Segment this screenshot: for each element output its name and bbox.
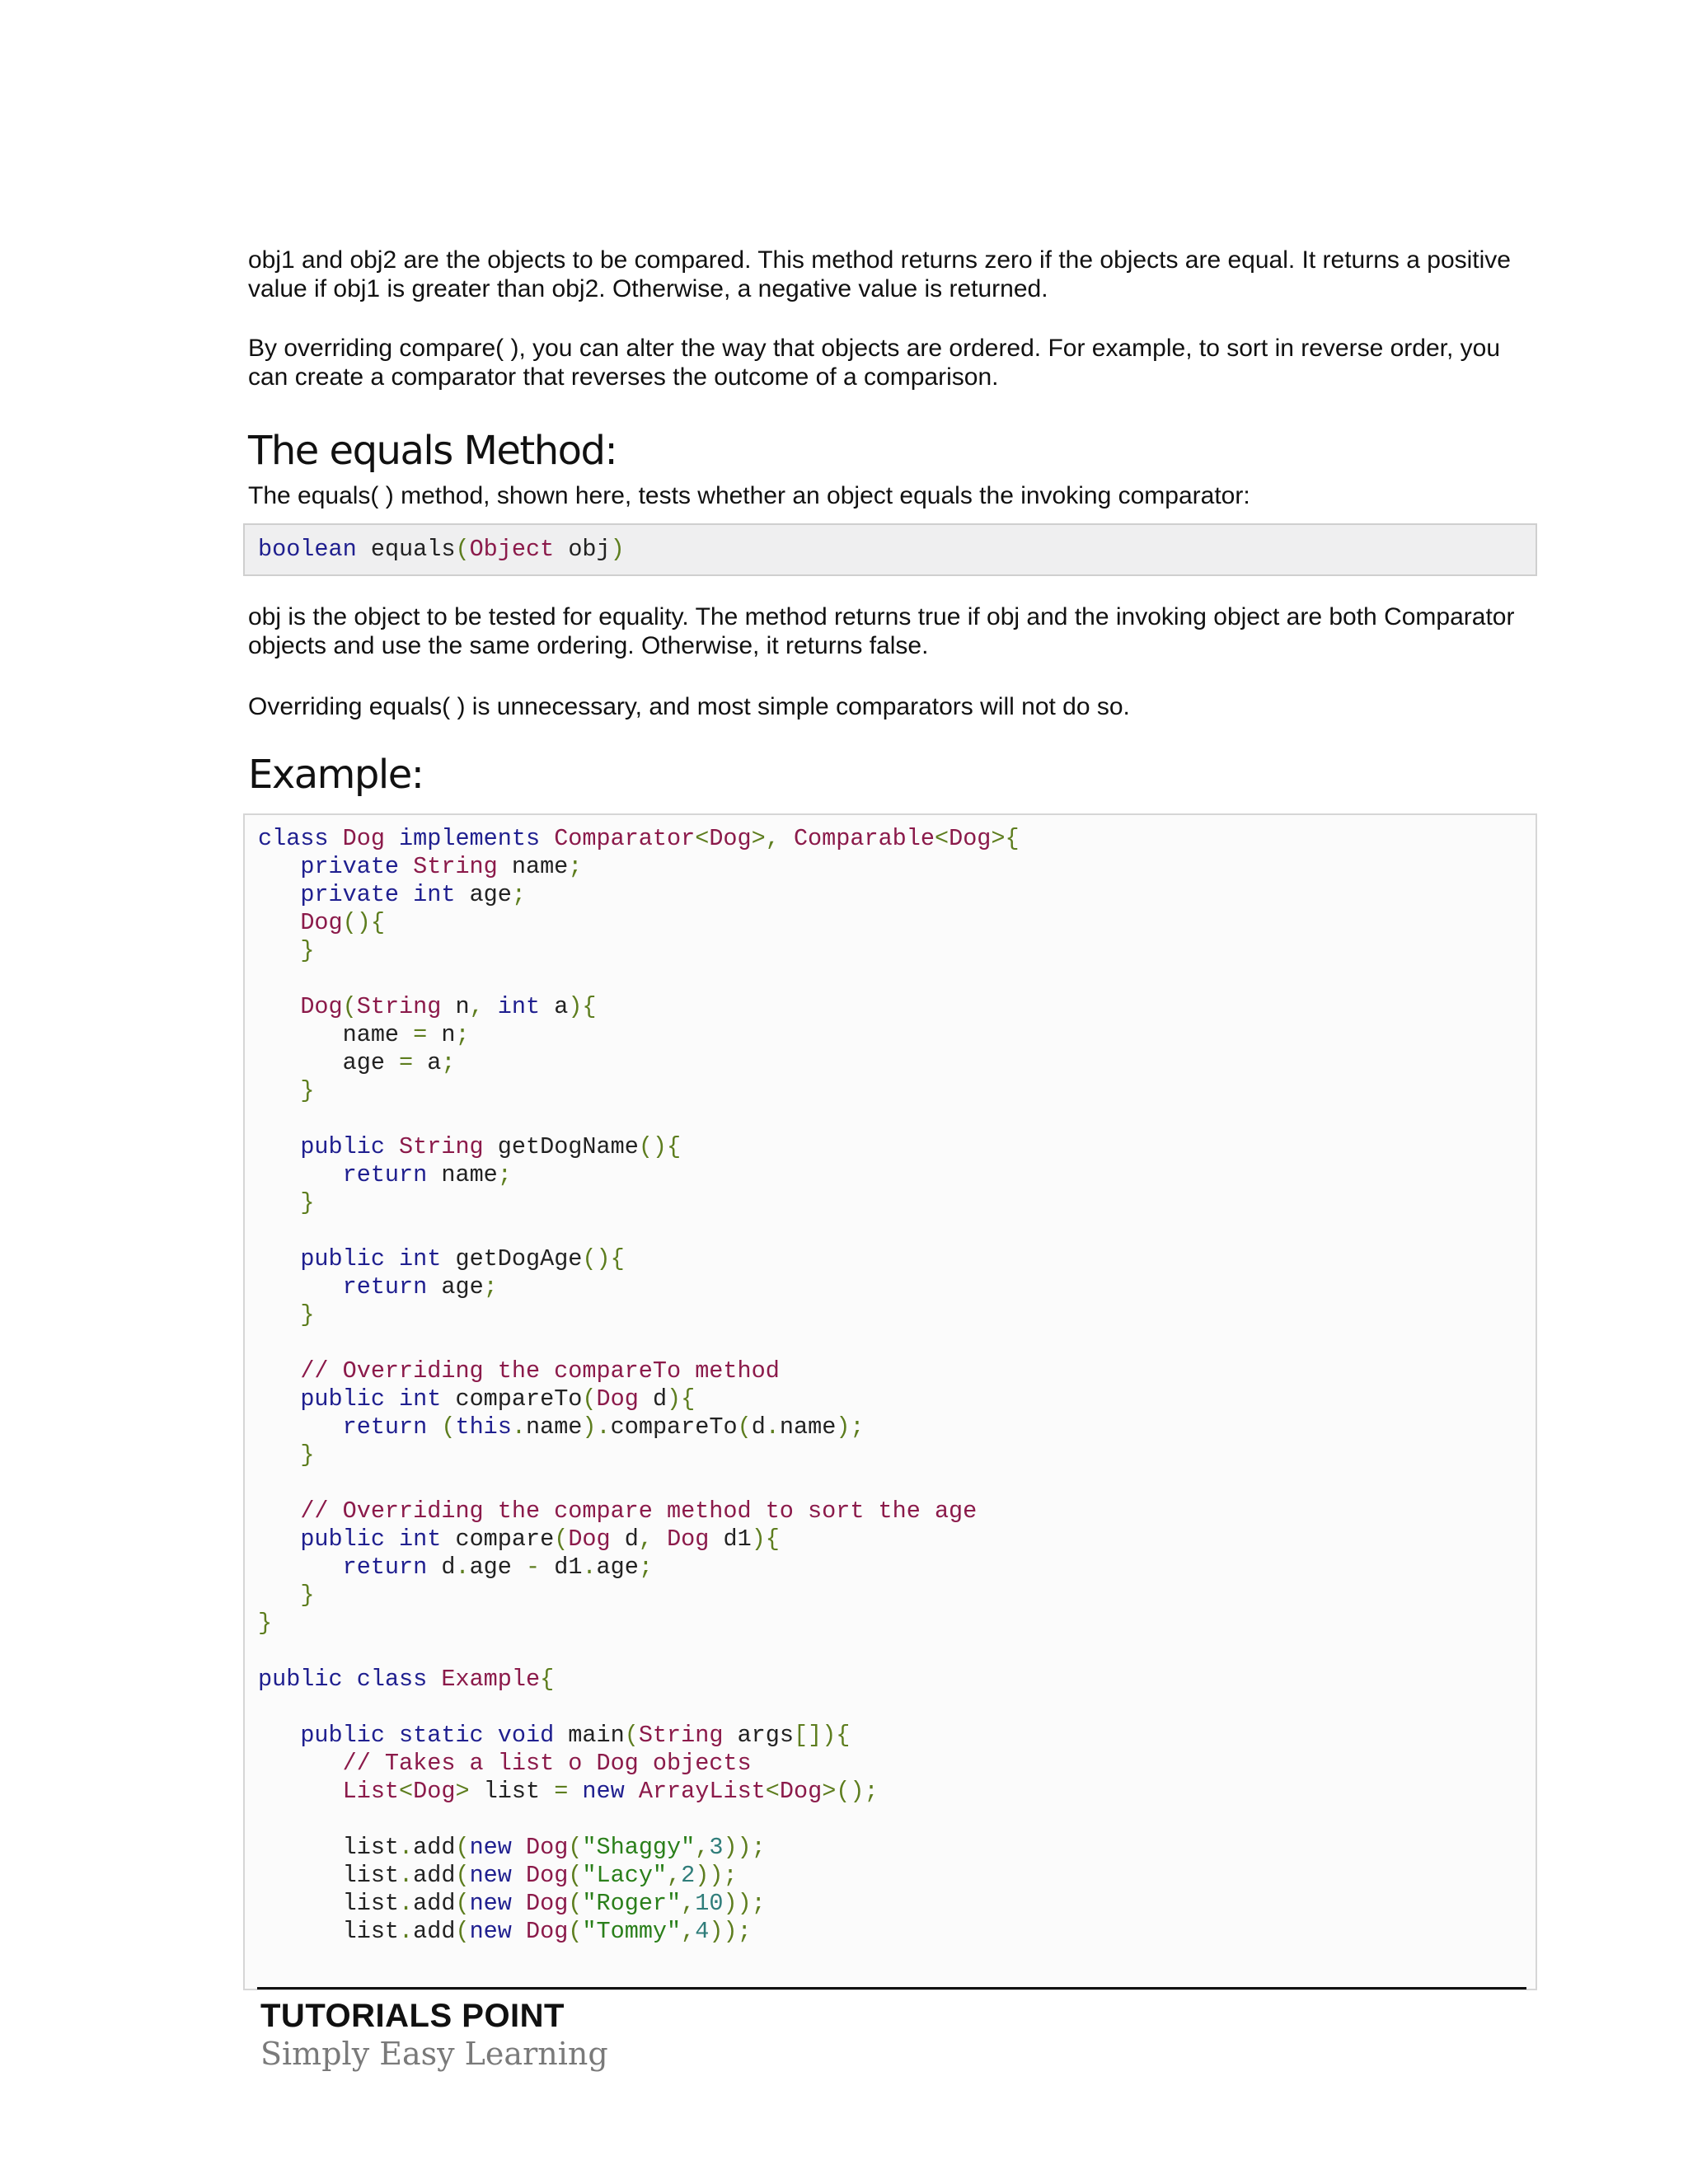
code-token: "Shaggy": [582, 1834, 696, 1861]
code-token: -: [526, 1554, 555, 1581]
code-token: =: [399, 1049, 428, 1076]
example-code: [258, 815, 1522, 1946]
code-token: (){: [342, 909, 385, 936]
code-line: [258, 1778, 1522, 1806]
code-token: {: [540, 1666, 555, 1693]
code-token: this: [455, 1413, 512, 1441]
code-token: implements: [399, 825, 555, 852]
code-line: [258, 1133, 1522, 1161]
code-token: int: [399, 1245, 456, 1272]
code-token: ;: [568, 853, 583, 880]
code-token: }: [258, 1610, 273, 1637]
code-token: [258, 1413, 343, 1441]
code-token: public: [300, 1133, 400, 1160]
code-token: // Overriding the compareTo method: [300, 1357, 780, 1385]
code-token: (: [582, 1385, 597, 1413]
code-token: <: [399, 1778, 414, 1805]
code-token: (: [568, 1862, 583, 1889]
code-token: int: [399, 1385, 456, 1413]
code-token: .: [399, 1834, 414, 1861]
code-token: d1: [723, 1526, 752, 1553]
code-token: compare: [455, 1526, 555, 1553]
code-token: n: [455, 993, 470, 1020]
code-token: new: [469, 1834, 526, 1861]
code-token: age: [596, 1554, 639, 1581]
code-token: }: [300, 1301, 315, 1329]
code-token: (: [455, 1890, 470, 1917]
code-token: list: [258, 1862, 400, 1889]
code-token: getDogAge: [455, 1245, 583, 1272]
code-param-obj: obj: [568, 536, 611, 563]
code-token: [258, 1385, 300, 1413]
code-token: // Takes a list o Dog objects: [342, 1750, 752, 1777]
code-token: ;: [483, 1273, 498, 1301]
code-token: ));: [695, 1862, 738, 1889]
code-token: private: [300, 853, 414, 880]
code-token: .: [399, 1862, 414, 1889]
code-token: }: [300, 1441, 315, 1469]
code-token: String: [356, 993, 456, 1020]
code-line: [258, 1666, 1522, 1694]
code-token: (: [441, 1413, 456, 1441]
code-line: [258, 1554, 1522, 1582]
code-token: ));: [723, 1890, 766, 1917]
code-line: [258, 1834, 1522, 1862]
code-token: Comparator: [554, 825, 696, 852]
footer-tagline: Simply Easy Learning: [260, 2036, 608, 2072]
code-token: Dog: [779, 1778, 823, 1805]
code-token: [258, 1497, 300, 1525]
code-token: (: [342, 993, 357, 1020]
code-token: .: [399, 1918, 414, 1945]
code-keyword-boolean: boolean: [258, 536, 357, 563]
code-token: private: [300, 881, 414, 908]
code-token: Dog: [525, 1918, 569, 1945]
code-token: (: [568, 1918, 583, 1945]
heading-equals-method: The equals Method:: [248, 428, 617, 474]
code-line: [258, 1722, 1522, 1750]
code-token: ){: [751, 1526, 780, 1553]
code-token: Dog: [709, 825, 752, 852]
code-token: String: [399, 1133, 498, 1160]
code-token: (){: [638, 1133, 682, 1160]
code-token: list: [483, 1778, 555, 1805]
code-token: <: [934, 825, 950, 852]
code-token: main: [568, 1722, 625, 1749]
code-token: (: [568, 1834, 583, 1861]
code-token: [258, 1750, 343, 1777]
code-line: [258, 1441, 1522, 1469]
code-token: public: [300, 1526, 400, 1553]
code-token: .: [455, 1554, 470, 1581]
paragraph-equals-intro: The equals( ) method, shown here, tests whether an object equals the invoking comparator:: [248, 482, 1250, 509]
code-token: ,: [681, 1890, 696, 1917]
code-token: age: [469, 881, 512, 908]
code-token: (: [554, 1526, 569, 1553]
code-token: "Roger": [582, 1890, 682, 1917]
code-token: n: [441, 1021, 456, 1048]
code-line: [258, 1497, 1522, 1526]
code-token: new: [469, 1890, 526, 1917]
code-token: name: [511, 853, 569, 880]
code-token: int: [399, 1526, 456, 1553]
code-token: static: [399, 1722, 498, 1749]
code-line: [258, 1357, 1522, 1385]
code-token: }: [300, 1077, 315, 1104]
code-line: [258, 1245, 1522, 1273]
code-token: class: [356, 1666, 442, 1693]
code-token: list: [258, 1890, 400, 1917]
code-token: [258, 853, 300, 880]
code-token: ));: [709, 1918, 752, 1945]
code-line: [258, 993, 1522, 1021]
code-token: add: [413, 1918, 456, 1945]
code-token: d: [652, 1385, 668, 1413]
code-token: [258, 1357, 300, 1385]
code-token: .: [399, 1890, 414, 1917]
code-token: add: [413, 1890, 456, 1917]
code-token: Comparable: [793, 825, 935, 852]
code-token: .: [765, 1413, 780, 1441]
code-token: Dog: [949, 825, 992, 852]
code-token: new: [469, 1862, 526, 1889]
code-token: ;: [455, 1021, 470, 1048]
code-token: name: [441, 1161, 498, 1188]
example-code-block: [243, 813, 1537, 1990]
equals-signature-codebox: [243, 523, 1537, 576]
code-token: []){: [793, 1722, 851, 1749]
code-token: name: [258, 1021, 414, 1048]
code-token: 4: [695, 1918, 710, 1945]
code-line: [258, 1862, 1522, 1890]
code-line: [258, 1049, 1522, 1077]
code-token: d1: [554, 1554, 583, 1581]
code-line: [258, 1918, 1522, 1946]
code-token: void: [497, 1722, 569, 1749]
code-line: [258, 1750, 1522, 1778]
code-line: [258, 1301, 1522, 1329]
code-token: [258, 1273, 343, 1301]
paragraph-equals-unnecessary: Overriding equals( ) is unnecessary, and most simple comparators will not do so.: [248, 693, 1130, 720]
code-line: [258, 825, 1522, 853]
code-token: public: [258, 1666, 357, 1693]
paragraph-equals-params: obj is the object to be tested for equality. The method returns true if obj and the invoking object are both Comparator objects and use the same ordering. Otherwise, it returns false.: [248, 603, 1515, 659]
code-line: [258, 965, 1522, 993]
code-token: add: [413, 1862, 456, 1889]
code-token: ).: [582, 1413, 611, 1441]
code-token: list: [258, 1918, 400, 1945]
code-line: [258, 1161, 1522, 1189]
code-token: }: [300, 937, 315, 964]
code-token: int: [413, 881, 470, 908]
code-token: return: [342, 1273, 442, 1301]
code-token: .: [511, 1413, 526, 1441]
code-token: Dog: [300, 993, 343, 1020]
code-token: );: [836, 1413, 865, 1441]
code-token: ,: [681, 1918, 696, 1945]
code-line: [258, 853, 1522, 881]
code-token: [258, 993, 300, 1020]
code-token: Dog: [413, 1778, 456, 1805]
code-token: class: [258, 825, 343, 852]
code-token: Dog: [568, 1526, 625, 1553]
code-token: ArrayList: [638, 1778, 766, 1805]
code-token: Dog: [525, 1890, 569, 1917]
code-token: (: [455, 1918, 470, 1945]
code-token: =: [413, 1021, 442, 1048]
code-token: 3: [709, 1834, 724, 1861]
code-token: Dog: [596, 1385, 653, 1413]
code-token: .: [582, 1554, 597, 1581]
code-token: [258, 1554, 343, 1581]
code-line: [258, 1413, 1522, 1441]
code-token: (: [624, 1722, 639, 1749]
code-token: String: [413, 853, 512, 880]
code-token: >,: [751, 825, 794, 852]
code-token: age: [441, 1273, 484, 1301]
code-token: list: [258, 1834, 400, 1861]
code-token: int: [497, 993, 555, 1020]
code-token: (){: [582, 1245, 625, 1272]
document-page: [248, 246, 1544, 1990]
code-token: ,: [695, 1834, 710, 1861]
code-token: compareTo: [455, 1385, 583, 1413]
paragraph-override-compare: By overriding compare( ), you can alter the way that objects are ordered. For example, to sort in reverse order, you can create a comparator that reverses the outcome of a comparison.: [248, 335, 1501, 391]
code-token: "Lacy": [582, 1862, 668, 1889]
code-token: Dog: [300, 909, 343, 936]
code-line: [258, 1021, 1522, 1049]
code-token: }: [300, 1582, 315, 1609]
code-token: [258, 1077, 300, 1104]
code-token: compareTo: [610, 1413, 738, 1441]
code-token: (: [568, 1890, 583, 1917]
code-line: [258, 937, 1522, 965]
code-token: return: [342, 1554, 442, 1581]
code-token: >();: [822, 1778, 879, 1805]
code-token: Dog: [525, 1862, 569, 1889]
code-token: [258, 1189, 300, 1216]
code-token: <: [695, 825, 710, 852]
code-token: List: [342, 1778, 400, 1805]
code-token: 10: [695, 1890, 724, 1917]
code-line: [258, 909, 1522, 937]
code-token: ;: [497, 1161, 512, 1188]
paragraph-compare-return: obj1 and obj2 are the objects to be compared. This method returns zero if the objects are equal. It returns a positive value if obj1 is greater than obj2. Otherwise, a negative value is returned.: [248, 246, 1511, 302]
code-line: [258, 1105, 1522, 1133]
code-token: ;: [638, 1554, 653, 1581]
code-token: <: [765, 1778, 780, 1805]
heading-example: Example:: [248, 752, 424, 798]
code-line: [258, 1217, 1522, 1245]
code-token: ));: [723, 1834, 766, 1861]
code-type-object: Object: [469, 536, 555, 563]
code-token: [258, 937, 300, 964]
code-token: Example: [441, 1666, 541, 1693]
code-token: Dog: [342, 825, 400, 852]
code-token: ;: [511, 881, 526, 908]
code-line: [258, 1638, 1522, 1666]
code-token: public: [300, 1722, 400, 1749]
code-token: [258, 1301, 300, 1329]
code-token: ){: [568, 993, 597, 1020]
code-line: [258, 1189, 1522, 1217]
code-token: ,: [638, 1526, 668, 1553]
code-token: d: [624, 1526, 639, 1553]
code-token: ;: [441, 1049, 456, 1076]
code-token: Dog: [525, 1834, 569, 1861]
code-token: public: [300, 1385, 400, 1413]
code-line: [258, 1806, 1522, 1834]
code-token: }: [300, 1189, 315, 1216]
code-token: [258, 1722, 300, 1749]
code-token: name: [526, 1413, 583, 1441]
code-token: "Tommy": [582, 1918, 682, 1945]
code-token: getDogName: [497, 1133, 639, 1160]
code-line: [258, 1890, 1522, 1918]
code-token: [258, 909, 300, 936]
code-token: // Overriding the compare method to sort the age: [300, 1497, 978, 1525]
code-token: (: [455, 1862, 470, 1889]
code-line: [258, 1077, 1522, 1105]
code-token: [258, 1582, 300, 1609]
code-line: [258, 1329, 1522, 1357]
code-token: add: [413, 1834, 456, 1861]
code-token: [258, 881, 300, 908]
code-close-paren: ): [610, 536, 625, 563]
code-token: return: [342, 1413, 442, 1441]
code-token: new: [469, 1918, 526, 1945]
code-token: age: [258, 1049, 400, 1076]
code-token: [258, 1133, 300, 1160]
code-line: [258, 1526, 1522, 1554]
code-token: =: [554, 1778, 583, 1805]
code-token: d: [441, 1554, 456, 1581]
code-token: [258, 1245, 300, 1272]
code-token: 2: [681, 1862, 696, 1889]
code-token: a: [427, 1049, 442, 1076]
code-line: [258, 1469, 1522, 1497]
footer-brand: TUTORIALS POINT: [260, 1998, 565, 2034]
code-token: a: [554, 993, 569, 1020]
code-token: new: [582, 1778, 639, 1805]
code-token: [258, 1778, 343, 1805]
code-token: age: [469, 1554, 526, 1581]
code-line: [258, 1610, 1522, 1638]
code-line: [258, 1694, 1522, 1722]
code-token: (: [737, 1413, 752, 1441]
code-token: String: [638, 1722, 738, 1749]
code-token: return: [342, 1161, 442, 1188]
code-token: args: [737, 1722, 794, 1749]
code-token: Dog: [667, 1526, 724, 1553]
code-token: public: [300, 1245, 400, 1272]
code-token: >: [455, 1778, 484, 1805]
code-token: ,: [469, 993, 498, 1020]
code-token: (: [455, 1834, 470, 1861]
code-line: [258, 881, 1522, 909]
code-line: [258, 1385, 1522, 1413]
code-token: name: [779, 1413, 837, 1441]
code-token: ,: [667, 1862, 682, 1889]
footer-divider: [257, 1987, 1526, 1990]
code-token: [258, 1161, 343, 1188]
code-token: ){: [667, 1385, 696, 1413]
code-token: [258, 1441, 300, 1469]
code-line: [258, 1582, 1522, 1610]
code-token: [258, 1526, 300, 1553]
code-token: >{: [991, 825, 1020, 852]
code-open-paren: (: [455, 536, 470, 563]
code-line: [258, 1273, 1522, 1301]
code-method-equals: equals: [370, 536, 456, 563]
code-token: d: [751, 1413, 766, 1441]
